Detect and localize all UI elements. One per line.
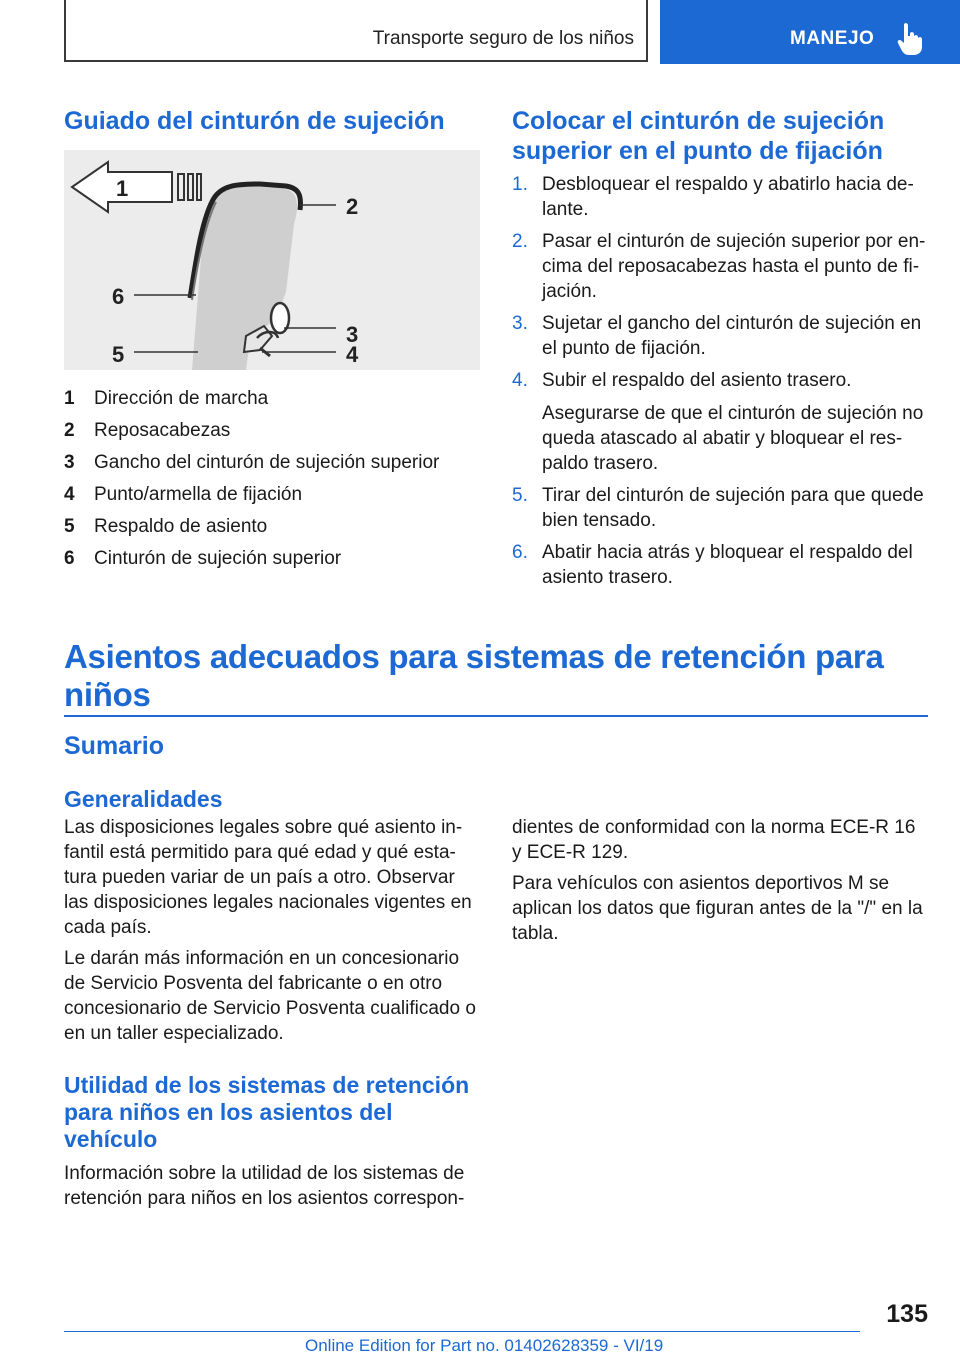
general-heading: Generalidades: [64, 786, 223, 812]
chapter-tab[interactable]: [660, 0, 960, 64]
step-item: [512, 483, 926, 533]
attach-belt-heading: Colocar el cinturón de sujeción superior en el punto de fijación: [512, 107, 885, 165]
attach-steps-list: [512, 172, 926, 597]
utility-paragraph: Información sobre la utilidad de los sistemas de retención para niños en los asientos correspon-: [64, 1163, 465, 1209]
step-number: 6.: [512, 542, 528, 563]
legend-num: 3: [64, 452, 75, 473]
legend-num: 2: [64, 420, 75, 441]
header-section-box: [64, 0, 648, 62]
section-divider: [64, 715, 928, 717]
page-number: 135: [886, 1300, 928, 1328]
step-item: [512, 311, 926, 361]
general-paragraph-2: Le darán más información en un concesionario de Servicio Posventa del fabricante o en otro concesionario de Servicio Posventa cualificado o en un taller especializado.: [64, 948, 476, 1044]
step-text: Desbloquear el respaldo y abatirlo hacia de-lante.: [542, 174, 914, 220]
legend-item: [64, 383, 480, 415]
belt-guide-figure: [64, 150, 480, 370]
legend-num: 6: [64, 548, 75, 569]
callout-6: 6: [112, 284, 125, 309]
callout-3: 3: [346, 322, 359, 347]
step-text: Abatir hacia atrás y bloquear el respaldo del asiento trasero.: [542, 542, 913, 588]
legend-num: 1: [64, 388, 75, 409]
callout-2: 2: [346, 194, 359, 219]
legend-text: Dirección de marcha: [94, 388, 269, 409]
callout-4: 4: [346, 342, 359, 367]
figure-legend: [64, 383, 480, 575]
belt-guide-heading: Guiado del cinturón de sujeción: [64, 107, 445, 135]
edition-note: Online Edition for Part no. 01402628359 - VI/19: [305, 1336, 664, 1355]
step-item: [512, 229, 926, 304]
standards-paragraph: dientes de conformidad con la norma ECE-R 16 y ECE-R 129.: [512, 817, 916, 863]
step-number: 3.: [512, 313, 528, 334]
legend-text: Punto/armella de fijación: [94, 484, 303, 505]
chapter-tab-label: MANEJO: [790, 28, 875, 49]
legend-item: [64, 415, 480, 447]
legend-text: Gancho del cinturón de sujeción superior: [94, 452, 440, 473]
legend-item: [64, 511, 480, 543]
legend-num: 4: [64, 484, 75, 505]
step-item: [512, 172, 926, 222]
pointing-hand-icon: [896, 22, 926, 56]
step-text: Pasar el cinturón de sujeción superior por en-cima del reposacabezas hasta el punto de fi-jación.: [542, 231, 926, 302]
direction-arrow-icon: [72, 162, 201, 212]
sport-seats-paragraph: Para vehículos con asientos deportivos M se aplican los datos que figuran antes de la "/" en la tabla.: [512, 873, 923, 944]
step-number: 4.: [512, 370, 528, 391]
step-text: Tirar del cinturón de sujeción para que quede bien tensado.: [542, 485, 924, 531]
step-item: [512, 368, 926, 476]
legend-text: Reposacabezas: [94, 420, 231, 441]
general-paragraph-1: Las disposiciones legales sobre qué asiento in-fantil está permitido para qué edad y qué esta-tura pueden variar de un país a otro. Observar las disposiciones legales nacionales vigentes en cada país.: [64, 817, 472, 938]
step-number: 5.: [512, 485, 528, 506]
seat-illustration: [134, 184, 336, 370]
footer-divider: [64, 1331, 860, 1332]
section-title: Asientos adecuados para sistemas de retención para niños: [64, 638, 884, 713]
legend-item: [64, 447, 480, 479]
legend-num: 5: [64, 516, 75, 537]
step-number: 1.: [512, 174, 528, 195]
callout-5: 5: [112, 342, 125, 367]
legend-item: [64, 543, 480, 575]
step-text: Subir el respaldo del asiento trasero.: [542, 370, 852, 391]
step-text: Sujetar el gancho del cinturón de sujeción en el punto de fijación.: [542, 313, 922, 359]
legend-text: Cinturón de sujeción superior: [94, 548, 342, 569]
step-note: Asegurarse de que el cinturón de sujeción no queda atascado al abatir y bloquear el res-paldo trasero.: [542, 403, 924, 474]
step-number: 2.: [512, 231, 528, 252]
summary-heading: Sumario: [64, 732, 165, 760]
header-section-title: Transporte seguro de los niños: [372, 28, 634, 49]
legend-item: [64, 479, 480, 511]
callout-1: 1: [116, 176, 129, 201]
legend-text: Respaldo de asiento: [94, 516, 268, 537]
utility-heading: Utilidad de los sistemas de retención para niños en los asientos del vehículo: [64, 1072, 470, 1152]
step-item: [512, 540, 926, 590]
